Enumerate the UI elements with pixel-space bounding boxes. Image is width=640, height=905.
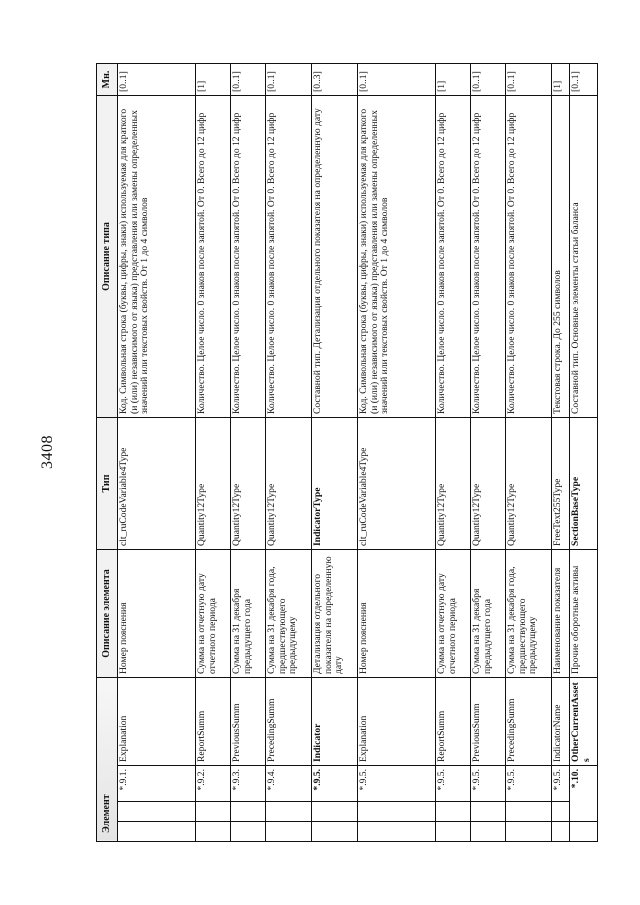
row-number: *.9.5. (312, 766, 358, 802)
rotated-table-frame (96, 64, 592, 842)
type-description: Количество. Целое число. 0 знаков после запятой. От 0. Всего до 12 цифр (266, 96, 312, 418)
table-row (436, 64, 471, 842)
multiplicity: [0..1] (358, 64, 436, 96)
row-number: *.9.4. (266, 766, 312, 802)
element-type: clt_ruCodeVariable4Type (118, 418, 196, 550)
indent-cell (312, 822, 358, 842)
element-description: Прочие оборотные активы (570, 550, 598, 678)
element-type: Quantity12Type (196, 418, 231, 550)
element-type: IndicatorType (312, 418, 358, 550)
multiplicity: [1] (436, 64, 471, 96)
element-description: Детализация отдельного показателя на определенную дату (312, 550, 358, 678)
type-description: Код. Символьная строка (буквы, цифры, знаки) используемая для краткого (и (или) независимого от языка) представления или замены определенных значений или текстовых свойств. От 1 до 4 символов (118, 96, 196, 418)
indent-cell (196, 802, 231, 822)
row-number: *.9.5. (471, 766, 506, 802)
header-mn: Мн. (97, 64, 118, 96)
multiplicity: [0..1] (118, 64, 196, 96)
row-number: *.9.5. (436, 766, 471, 802)
element-name: PreviousSumm (471, 678, 506, 766)
type-description: Количество. Целое число. 0 знаков после запятой. От 0. Всего до 12 цифр (196, 96, 231, 418)
table-header-row (97, 64, 118, 842)
table-row (471, 64, 506, 842)
row-number: *.9.2. (196, 766, 231, 802)
element-description: Сумма на 31 декабря предыдущего года (231, 550, 266, 678)
indent-cell (231, 822, 266, 842)
indent-cell (118, 822, 196, 842)
header-type: Тип (97, 418, 118, 550)
row-number: *.9.5. (552, 766, 570, 802)
multiplicity: [0..1] (471, 64, 506, 96)
element-name: Indicator (312, 678, 358, 766)
indent-cell (196, 822, 231, 842)
multiplicity: [0..3] (312, 64, 358, 96)
table-row (506, 64, 552, 842)
indent-cell (506, 822, 552, 842)
element-name: Explanation (358, 678, 436, 766)
indent-cell (436, 802, 471, 822)
indent-cell (570, 822, 598, 842)
element-name: PrecedingSumm (506, 678, 552, 766)
element-type: Quantity12Type (436, 418, 471, 550)
element-name: ReportSumm (196, 678, 231, 766)
type-description: Код. Символьная строка (буквы, цифры, знаки) используемая для краткого (и (или) независимого от языка) представления или замены определенных значений или текстовых свойств. От 1 до 4 символов (358, 96, 436, 418)
element-name: Explanation (118, 678, 196, 766)
element-type: SectionBaseType (570, 418, 598, 550)
multiplicity: [0..1] (231, 64, 266, 96)
element-type: Quantity12Type (231, 418, 266, 550)
element-type: FreeText255Type (552, 418, 570, 550)
element-type: clt_ruCodeVariable4Type (358, 418, 436, 550)
element-type: Quantity12Type (506, 418, 552, 550)
multiplicity: [0..1] (570, 64, 598, 96)
multiplicity: [0..1] (266, 64, 312, 96)
element-description: Номер пояснения (358, 550, 436, 678)
row-number: *.9.3. (231, 766, 266, 802)
indent-cell (552, 802, 570, 822)
indent-cell (552, 822, 570, 842)
indent-cell (266, 802, 312, 822)
table-row (118, 64, 196, 842)
indent-cell (266, 822, 312, 842)
indent-cell (358, 802, 436, 822)
table-row (231, 64, 266, 842)
table-sheet (96, 64, 592, 842)
element-name: PreviousSumm (231, 678, 266, 766)
table-row (266, 64, 312, 842)
element-type: Quantity12Type (266, 418, 312, 550)
indent-cell (312, 802, 358, 822)
multiplicity: [0..1] (506, 64, 552, 96)
element-name: ReportSumm (436, 678, 471, 766)
element-name: OtherCurrentAssets (570, 678, 598, 766)
row-number: *.10. (570, 766, 598, 822)
type-description: Количество. Целое число. 0 знаков после запятой. От 0. Всего до 12 цифр (436, 96, 471, 418)
table-row (552, 64, 570, 842)
element-description: Сумма на 31 декабря предыдущего года (471, 550, 506, 678)
type-description: Количество. Целое число. 0 знаков после запятой. От 0. Всего до 12 цифр (471, 96, 506, 418)
table-row (570, 64, 598, 842)
page-number: 3408 (39, 435, 56, 469)
indent-cell (358, 822, 436, 842)
type-description: Количество. Целое число. 0 знаков после запятой. От 0. Всего до 12 цифр (506, 96, 552, 418)
type-description: Составной тип. Детализация отдельного показателя на определенную дату (312, 96, 358, 418)
header-description: Описание элемента (97, 550, 118, 678)
table-row (358, 64, 436, 842)
multiplicity: [1] (552, 64, 570, 96)
indent-cell (231, 802, 266, 822)
indent-cell (118, 802, 196, 822)
element-name: PrecedingSumm (266, 678, 312, 766)
type-description: Текстовая строка. До 255 символов (552, 96, 570, 418)
indent-cell (471, 802, 506, 822)
element-description: Сумма на 31 декабря года, предшествующего предыдущему (506, 550, 552, 678)
indent-cell (471, 822, 506, 842)
type-description: Составной тип. Основные элементы статьи баланса (570, 96, 598, 418)
multiplicity: [1] (196, 64, 231, 96)
row-number: *.9.5. (358, 766, 436, 802)
element-description: Сумма на отчетную дату отчетного периода (196, 550, 231, 678)
row-number: *.9.1. (118, 766, 196, 802)
header-element: Элемент (97, 678, 118, 842)
element-description: Сумма на отчетную дату отчетного периода (436, 550, 471, 678)
element-description: Сумма на 31 декабря года, предшествующего предыдущему (266, 550, 312, 678)
table-row (196, 64, 231, 842)
indent-cell (506, 802, 552, 822)
element-description: Номер пояснения (118, 550, 196, 678)
type-description: Количество. Целое число. 0 знаков после запятой. От 0. Всего до 12 цифр (231, 96, 266, 418)
element-spec-table (96, 63, 598, 842)
element-description: Наименование показателя (552, 550, 570, 678)
indent-cell (436, 822, 471, 842)
row-number: *.9.5. (506, 766, 552, 802)
element-name: IndicatorName (552, 678, 570, 766)
element-type: Quantity12Type (471, 418, 506, 550)
table-row (312, 64, 358, 842)
header-type-description: Описание типа (97, 96, 118, 418)
